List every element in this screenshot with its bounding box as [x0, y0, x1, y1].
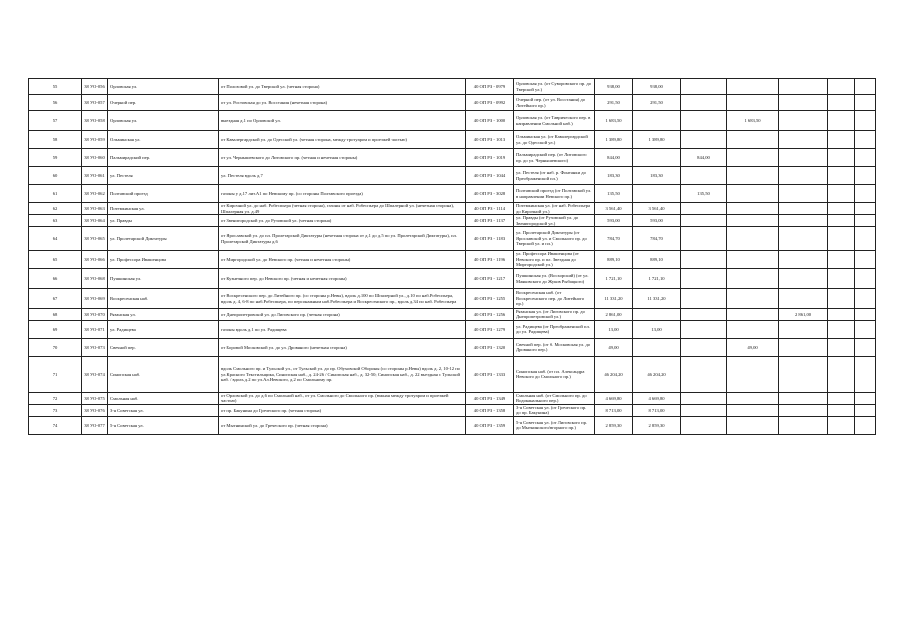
cell-blank — [855, 392, 876, 404]
cell-col2 — [681, 338, 727, 356]
cell-name: ул. Пестеля — [108, 167, 219, 185]
table-row — [29, 167, 876, 185]
cell-limits: от Кавалергардской ул. до Одесской ул. (четная сторона, между тротуаром и проезжей частью) — [219, 131, 466, 149]
cell-desc: Смольная наб. (от Смольного пр. до Водоканального пер.) — [514, 392, 595, 404]
cell-col5 — [828, 320, 855, 338]
cell-num: 74 — [29, 416, 82, 434]
cell-col5 — [828, 111, 855, 131]
cell-blank — [855, 269, 876, 289]
cell-total: 46 204,20 — [595, 356, 633, 392]
cell-col4 — [779, 416, 828, 434]
cell-col2 — [681, 79, 727, 95]
cell-col3 — [727, 167, 779, 185]
cell-limits: газоны у д.17 лит.А1 по Невскому пр. (со стороны Полтавского проезда) — [219, 185, 466, 203]
cell-blank — [855, 227, 876, 251]
cell-col2 — [681, 251, 727, 269]
cell-num: 69 — [29, 320, 82, 338]
cell-limits: от Мытнинской ул. до Греческого пр. (четная сторона) — [219, 416, 466, 434]
cell-col3 — [727, 416, 779, 434]
cell-limits: газоны вдоль д.1 по ул. Радищева — [219, 320, 466, 338]
cell-num: 64 — [29, 227, 82, 251]
cell-limits: от Звенигородской ул. до Рузовской ул. (четная сторона) — [219, 215, 466, 227]
cell-total: 183,30 — [595, 167, 633, 185]
cell-num: 55 — [29, 79, 82, 95]
cell-name: 3-я Советская ул. — [108, 404, 219, 416]
cell-code: 38 УО-075 — [82, 392, 108, 404]
cell-limits: от Воскресенского пер. до Литейного пр. (со стороны р.Невы), вдоль д.100 по Шпалерной ул., д.10 по наб.Робеспьера, вдоль д. 4, 6-8 по наб.Робеспьера, по персонажным наб.Робеспьера и Воскресенского пр., вдоль д.34 по наб. Робеспьера — [219, 289, 466, 309]
cell-desc: Синопская наб. (от пл. Александра Невского до Смольного пр.) — [514, 356, 595, 392]
cell-col1: 11 331,20 — [633, 289, 681, 309]
cell-col5 — [828, 416, 855, 434]
cell-limits: от Орловской ул. до д.6 по Смольной наб., от ул. Смольного до Смольного пр. (южная между тротуаром и проезжей частью) — [219, 392, 466, 404]
cell-total: 784,70 — [595, 227, 633, 251]
cell-blank — [855, 215, 876, 227]
cell-num: 59 — [29, 149, 82, 167]
cell-name: Свечной пер. — [108, 338, 219, 356]
cell-col1: 1 721,10 — [633, 269, 681, 289]
cell-blank — [855, 131, 876, 149]
table-row — [29, 111, 876, 131]
table-row — [29, 338, 876, 356]
cell-reg: 40 ОП РЗ - 1137 — [466, 215, 514, 227]
cell-reg: 40 ОП РЗ - 0979 — [466, 79, 514, 95]
cell-reg: 40 ОП РЗ - 1183 — [466, 227, 514, 251]
cell-col5 — [828, 392, 855, 404]
cell-name: Полтавский проезд — [108, 185, 219, 203]
cell-col1: 4 669,80 — [633, 392, 681, 404]
cell-blank — [855, 404, 876, 416]
table-row — [29, 416, 876, 434]
cell-code: 38 УО-060 — [82, 149, 108, 167]
cell-code: 38 УО-057 — [82, 95, 108, 111]
cell-num: 62 — [29, 203, 82, 215]
cell-desc: Полтавский проезд (от Полтавской ул. в направлении Невского пр.) — [514, 185, 595, 203]
cell-col5 — [828, 95, 855, 111]
cell-col1 — [633, 149, 681, 167]
cell-limits: от ул. Ростовская до ул. Восстания (нечетная сторона) — [219, 95, 466, 111]
table-row — [29, 309, 876, 321]
cell-col4 — [779, 131, 828, 149]
cell-blank — [855, 95, 876, 111]
cell-col5 — [828, 227, 855, 251]
cell-col5 — [828, 79, 855, 95]
cell-desc: 3-я Советская ул. (от Греческого пр. до пр. Бакунина) — [514, 404, 595, 416]
cell-col4 — [779, 95, 828, 111]
table-row — [29, 203, 876, 215]
cell-desc: Ольминская ул. (от Кавалергардской ул. до Одесской ул.) — [514, 131, 595, 149]
cell-reg: 40 ОП РЗ - 1044 — [466, 167, 514, 185]
cell-limits: от ул. Чернышевского до Литовского пр. (четная и нечетная стороны) — [219, 149, 466, 167]
cell-total: 291,50 — [595, 95, 633, 111]
table-row — [29, 131, 876, 149]
cell-limits: от Миргородской ул. до Невского пр. (четная и нечетная стороны) — [219, 251, 466, 269]
cell-col4 — [779, 404, 828, 416]
cell-code: 38 УО-056 — [82, 79, 108, 95]
cell-num: 56 — [29, 95, 82, 111]
cell-col1 — [633, 111, 681, 131]
cell-total: 593,00 — [595, 215, 633, 227]
cell-desc: ул. Правды (от Рузовской ул. до Звенигородской ул.) — [514, 215, 595, 227]
cell-col3: 49,00 — [727, 338, 779, 356]
cell-name: ул. Радищева — [108, 320, 219, 338]
cell-blank — [855, 416, 876, 434]
cell-blank — [855, 289, 876, 309]
cell-col2 — [681, 289, 727, 309]
cell-total: 844,00 — [595, 149, 633, 167]
cell-col5 — [828, 131, 855, 149]
cell-col1: 593,00 — [633, 215, 681, 227]
cell-reg: 40 ОП РЗ - 1279 — [466, 320, 514, 338]
cell-col1: 889,10 — [633, 251, 681, 269]
cell-name: ул. Профессора Ивашенцова — [108, 251, 219, 269]
cell-limits: от Кирочной ул. до наб. Робеспьера (четная сторона), газоны от наб. Робеспьера до Шпалерной ул. (нечетная сторона), Шпалерная ул. д.49 — [219, 203, 466, 215]
cell-name: Ольминская ул. — [108, 131, 219, 149]
cell-col3 — [727, 95, 779, 111]
cell-desc: Потемкинская ул. (от наб. Робеспьера до Кирочной ул.) — [514, 203, 595, 215]
cell-col2 — [681, 227, 727, 251]
cell-col3 — [727, 404, 779, 416]
cell-col3 — [727, 79, 779, 95]
table-row — [29, 269, 876, 289]
cell-col5 — [828, 404, 855, 416]
cell-limits: от Кузнечного пер. до Невского пр. (четная и нечетная стороны) — [219, 269, 466, 289]
cell-reg: 40 ОП РЗ - 1358 — [466, 404, 514, 416]
cell-name: Очерной пер. — [108, 95, 219, 111]
cell-code: 38 УО-064 — [82, 215, 108, 227]
cell-num: 72 — [29, 392, 82, 404]
cell-code: 38 УО-065 — [82, 227, 108, 251]
cell-col3 — [727, 356, 779, 392]
cell-desc: ул. Пестеля (от наб. р. Фонтанки до Преображенской пл.) — [514, 167, 595, 185]
cell-name: Орловская ул. — [108, 111, 219, 131]
cell-name: ул. Правды — [108, 215, 219, 227]
cell-col4 — [779, 356, 828, 392]
cell-col3 — [727, 309, 779, 321]
cell-total: 2 861,00 — [595, 309, 633, 321]
cell-limits: от Днепропетровской ул. до Лиговского пр. (четная сторона) — [219, 309, 466, 321]
cell-name: Потемкинская ул. — [108, 203, 219, 215]
cell-col4 — [779, 320, 828, 338]
cell-total: 135,50 — [595, 185, 633, 203]
cell-reg: 40 ОП РЗ - 3028 — [466, 185, 514, 203]
cell-col2: 135,50 — [681, 185, 727, 203]
cell-col4 — [779, 149, 828, 167]
cell-col5 — [828, 215, 855, 227]
cell-desc: Воскресенская наб. (от Воскресенского пер. до Литейного пр.) — [514, 289, 595, 309]
cell-col1: 8 713,00 — [633, 404, 681, 416]
cell-col3 — [727, 289, 779, 309]
cell-code: 38 УО-073 — [82, 338, 108, 356]
cell-reg: 40 ОП РЗ - 1333 — [466, 356, 514, 392]
table-row — [29, 79, 876, 95]
cell-reg: 40 ОП РЗ - 1256 — [466, 309, 514, 321]
cell-num: 67 — [29, 289, 82, 309]
cell-total: 889,10 — [595, 251, 633, 269]
cell-col4: 2 861,00 — [779, 309, 828, 321]
cell-limits: ул. Пестеля вдоль д.7 — [219, 167, 466, 185]
cell-col5 — [828, 289, 855, 309]
cell-num: 60 — [29, 167, 82, 185]
cell-total: 3 561,40 — [595, 203, 633, 215]
table-row — [29, 95, 876, 111]
cell-total: 8 713,00 — [595, 404, 633, 416]
cell-code: 38 УО-071 — [82, 320, 108, 338]
cell-col2 — [681, 95, 727, 111]
cell-code: 38 УО-061 — [82, 167, 108, 185]
cell-col5 — [828, 203, 855, 215]
cell-total: 49,00 — [595, 338, 633, 356]
table-row — [29, 356, 876, 392]
cell-code: 38 УО-068 — [82, 269, 108, 289]
cell-col2 — [681, 320, 727, 338]
cell-blank — [855, 320, 876, 338]
cell-col4 — [779, 338, 828, 356]
cell-col2 — [681, 356, 727, 392]
cell-blank — [855, 185, 876, 203]
cell-col3: 1 683,50 — [727, 111, 779, 131]
cell-name: Синопская наб. — [108, 356, 219, 392]
table-row — [29, 149, 876, 167]
cell-num: 65 — [29, 251, 82, 269]
cell-desc: Пальмирадский пер. (от Литовского пр. до ул. Чернышевского) — [514, 149, 595, 167]
table-row — [29, 404, 876, 416]
cell-num: 68 — [29, 309, 82, 321]
cell-blank — [855, 149, 876, 167]
cell-reg: 40 ОП РЗ - 1320 — [466, 338, 514, 356]
cell-col5 — [828, 167, 855, 185]
cell-blank — [855, 167, 876, 185]
cell-col2 — [681, 131, 727, 149]
cell-total: 13,00 — [595, 320, 633, 338]
cell-col1: 938,00 — [633, 79, 681, 95]
table-row — [29, 289, 876, 309]
cell-total: 11 331,20 — [595, 289, 633, 309]
cell-col3 — [727, 227, 779, 251]
cell-name: Орловская ул. — [108, 79, 219, 95]
cell-reg: 40 ОП РЗ - 1019 — [466, 149, 514, 167]
cell-num: 70 — [29, 338, 82, 356]
cell-desc: Свечной пер. (от б. Московская ул. до Дровяного пер.) — [514, 338, 595, 356]
cell-col4 — [779, 111, 828, 131]
cell-col1 — [633, 309, 681, 321]
cell-desc: Орловская ул. (от Суворовского пр. до Тверской ул.) — [514, 79, 595, 95]
cell-limits: вдоль Смольного пр. и Тульской ул., от Тульской ул. до пр. Обуховской Обороны (со стороны р.Невы) вдоль д. 2, 10-12 по ул.Красного Текстильщика, Синопская наб., д. 24-26 / Синопская наб., д. 32-50; Синопская наб., д. 22 вьездная с Тульской наб. / вдоль д.2 по ул.Ал.Невского, д.2 по Смольному пр. — [219, 356, 466, 392]
cell-blank — [855, 338, 876, 356]
cell-col5 — [828, 149, 855, 167]
cell-limits: от Боровой Московской ул. до ул. Дровяного (нечетная сторона) — [219, 338, 466, 356]
cell-col2 — [681, 203, 727, 215]
cell-col3 — [727, 251, 779, 269]
cell-total: 1 721,10 — [595, 269, 633, 289]
cell-col1: 3 561,40 — [633, 203, 681, 215]
cell-col1: 291,50 — [633, 95, 681, 111]
cell-col3 — [727, 392, 779, 404]
cell-total: 938,00 — [595, 79, 633, 95]
cell-col2 — [681, 111, 727, 131]
cell-col5 — [828, 251, 855, 269]
cell-num: 58 — [29, 131, 82, 149]
cell-col5 — [828, 356, 855, 392]
cell-col4 — [779, 289, 828, 309]
cell-col5 — [828, 269, 855, 289]
cell-reg: 40 ОП РЗ - 0992 — [466, 95, 514, 111]
cell-num: 57 — [29, 111, 82, 131]
cell-col4 — [779, 269, 828, 289]
cell-name: Смольная наб. — [108, 392, 219, 404]
cell-desc: Очерной пер. (от ул. Восстания) до Литейного пр.) — [514, 95, 595, 111]
cell-limits: от Ярославской ул. до пл. Пролетарской Диктатуры (нечетная сторона от д.1 до д.5 по ул. Пролетарской Диктатуры), пл. Пролетарской Диктатуры д.6 — [219, 227, 466, 251]
cell-col4 — [779, 392, 828, 404]
cell-reg: 40 ОП РЗ - 1013 — [466, 131, 514, 149]
cell-code: 38 УО-066 — [82, 251, 108, 269]
cell-col3 — [727, 185, 779, 203]
cell-name: Воскресенская наб. — [108, 289, 219, 309]
cell-col3 — [727, 131, 779, 149]
cell-desc: Орловская ул. (от Таврического пер. в направлении Смольной наб.) — [514, 111, 595, 131]
cell-desc: ул. Профессора Ивашенцова (от Невского пр. и пл. Звездная до Миргородской ул.) — [514, 251, 595, 269]
cell-blank — [855, 251, 876, 269]
cell-reg: 40 ОП РЗ - 1255 — [466, 289, 514, 309]
cell-col1: 13,00 — [633, 320, 681, 338]
cell-reg: 40 ОП РЗ - 1359 — [466, 416, 514, 434]
cell-total: 4 669,80 — [595, 392, 633, 404]
cell-code: 38 УО-059 — [82, 131, 108, 149]
cell-total: 1 389,80 — [595, 131, 633, 149]
cell-col2 — [681, 309, 727, 321]
cell-col3 — [727, 269, 779, 289]
cell-col1: 784,70 — [633, 227, 681, 251]
cell-code: 38 УО-076 — [82, 404, 108, 416]
cell-name: 5-я Советская ул. — [108, 416, 219, 434]
table-row — [29, 215, 876, 227]
table-row — [29, 392, 876, 404]
cell-desc: ул. Радищева (от Преображенской пл. до ул. Радищева) — [514, 320, 595, 338]
cell-col3 — [727, 149, 779, 167]
cell-num: 71 — [29, 356, 82, 392]
cell-reg: 40 ОП РЗ - 1349 — [466, 392, 514, 404]
table-body — [29, 79, 876, 435]
cell-col4 — [779, 251, 828, 269]
cell-col2: 844,00 — [681, 149, 727, 167]
cell-col3 — [727, 320, 779, 338]
cell-col2 — [681, 416, 727, 434]
cell-total: 2 859,30 — [595, 416, 633, 434]
cell-col5 — [828, 185, 855, 203]
cell-code: 38 УО-062 — [82, 185, 108, 203]
cell-code: 38 УО-070 — [82, 309, 108, 321]
cell-col2 — [681, 269, 727, 289]
cell-col4 — [779, 227, 828, 251]
cell-blank — [855, 309, 876, 321]
cell-reg: 40 ОП РЗ - 1114 — [466, 203, 514, 215]
cell-col1 — [633, 338, 681, 356]
cell-desc: Пушкинская ул. (Восхорский) (от ул. Маяковского до Жуков Рыбацкого) — [514, 269, 595, 289]
cell-desc: ул. Пролетарской Диктатуры (от Ярославской ул. и Смольного пр. до Тверской ул. и пл.) — [514, 227, 595, 251]
table-row — [29, 227, 876, 251]
cell-reg: 40 ОП РЗ - 1000 — [466, 111, 514, 131]
cell-limits: от Полозовой ул. до Тверской ул. (четная сторона) — [219, 79, 466, 95]
cell-col2 — [681, 404, 727, 416]
table-row — [29, 185, 876, 203]
cell-code: 38 УО-074 — [82, 356, 108, 392]
cell-col2 — [681, 215, 727, 227]
cell-col1: 1 389,80 — [633, 131, 681, 149]
cell-col1: 183,30 — [633, 167, 681, 185]
cell-name: Рязанская ул. — [108, 309, 219, 321]
cell-blank — [855, 203, 876, 215]
cell-blank — [855, 111, 876, 131]
cell-col1: 2 859,30 — [633, 416, 681, 434]
cell-col1: 46 204,20 — [633, 356, 681, 392]
cell-code: 38 УО-069 — [82, 289, 108, 309]
cell-col3 — [727, 215, 779, 227]
cell-col2 — [681, 392, 727, 404]
cell-desc: 5-я Советская ул. (от Лиговского пр. до Мытнинского/вгорного пр.) — [514, 416, 595, 434]
cell-desc: Рязанская ул. (от Лиговского пр. до Днепропетровской ул.) — [514, 309, 595, 321]
cell-reg: 40 ОП РЗ - 1217 — [466, 269, 514, 289]
cell-col4 — [779, 215, 828, 227]
cell-col5 — [828, 309, 855, 321]
table-row — [29, 320, 876, 338]
cell-col3 — [727, 203, 779, 215]
cell-name: ул. Пролетарской Диктатуры — [108, 227, 219, 251]
cell-total: 1 683,50 — [595, 111, 633, 131]
cell-blank — [855, 356, 876, 392]
table-row — [29, 251, 876, 269]
cell-col4 — [779, 185, 828, 203]
cell-col2 — [681, 167, 727, 185]
cell-col5 — [828, 338, 855, 356]
cell-reg: 40 ОП РЗ - 1196 — [466, 251, 514, 269]
cell-num: 61 — [29, 185, 82, 203]
cell-limits: от пр. Бакунина до Греческого пр. (четная сторона) — [219, 404, 466, 416]
cell-col4 — [779, 79, 828, 95]
cell-num: 66 — [29, 269, 82, 289]
cell-col4 — [779, 167, 828, 185]
cell-code: 38 УО-058 — [82, 111, 108, 131]
cell-name: Пальмирадский пер. — [108, 149, 219, 167]
cell-col1 — [633, 185, 681, 203]
cell-limits: выездная д.1 по Орловской ул. — [219, 111, 466, 131]
cell-blank — [855, 79, 876, 95]
cell-code: 38 УО-077 — [82, 416, 108, 434]
data-table — [28, 78, 876, 435]
cell-code: 38 УО-063 — [82, 203, 108, 215]
cell-col4 — [779, 203, 828, 215]
cell-num: 73 — [29, 404, 82, 416]
cell-num: 63 — [29, 215, 82, 227]
cell-name: Пушкинская ул. — [108, 269, 219, 289]
